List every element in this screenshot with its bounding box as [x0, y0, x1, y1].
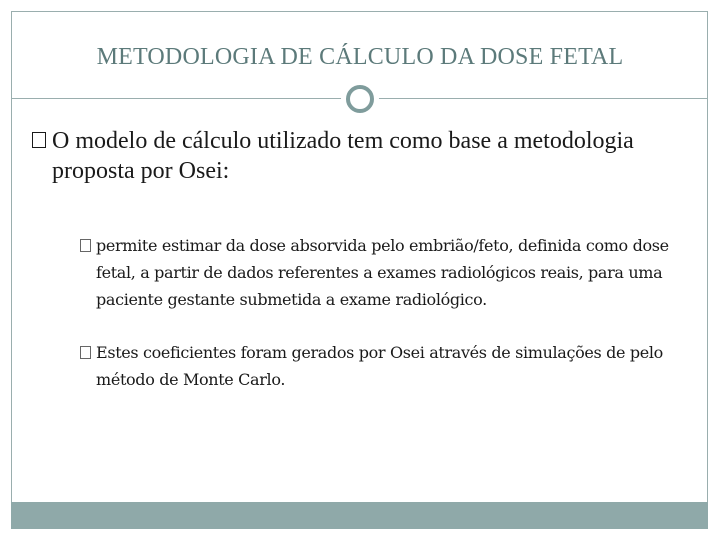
title-divider-right	[378, 98, 708, 99]
bullet-square-icon	[80, 346, 91, 359]
divider-circle-icon	[341, 80, 379, 118]
sub-bullet	[80, 339, 706, 393]
sub-bullet-text: permite estimar da dose absorvida pelo embrião/feto, definida como dose fetal, a partir de dados referentes a exames radiológicos reais, para uma paciente gestante submetida a exame radiológico.	[96, 236, 669, 309]
divider-ring	[346, 85, 374, 113]
main-bullet	[32, 126, 692, 186]
slide-title: METODOLOGIA DE CÁLCULO DA DOSE FETAL	[96, 44, 624, 70]
sub-bullet-text: Estes coeficientes foram gerados por Osei através de simulações de pelo método de Monte Carlo.	[96, 343, 663, 389]
main-bullet-text: O modelo de cálculo utilizado tem como base a metodologia proposta por Osei:	[52, 128, 634, 184]
sub-bullet	[80, 232, 706, 313]
footer-bar	[11, 502, 708, 529]
title-divider-left	[12, 98, 342, 99]
bullet-square-icon	[32, 132, 46, 148]
bullet-square-icon	[80, 239, 91, 252]
